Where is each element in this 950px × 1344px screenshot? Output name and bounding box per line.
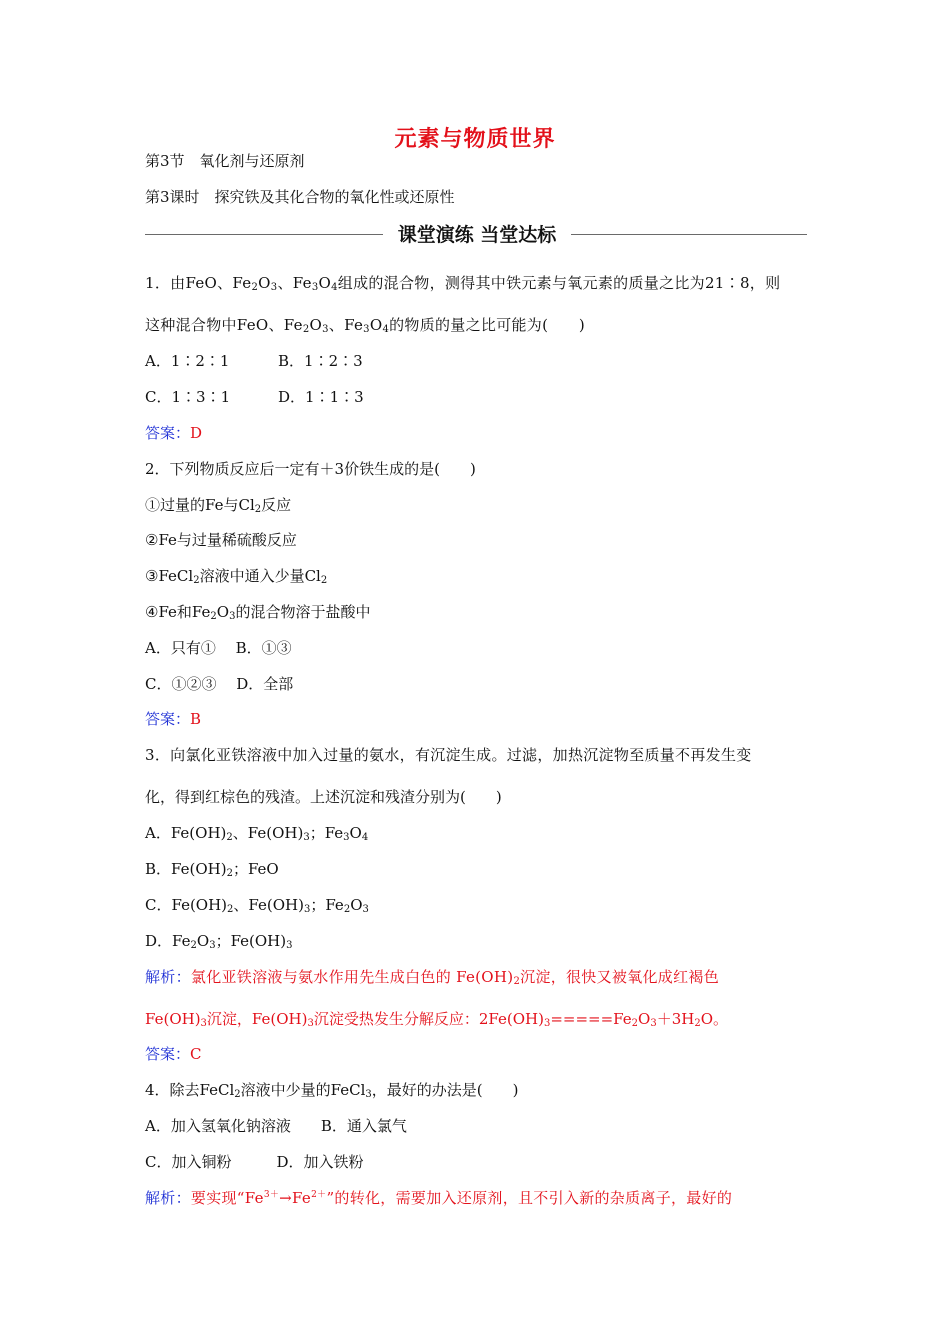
q3-option-b: B．$Fe(OH)_2$；FeO <box>145 860 279 879</box>
lesson-heading: 第3课时 探究铁及其化合物的氧化性或还原性 <box>145 188 455 206</box>
banner-rule-left <box>145 234 383 235</box>
q3-option-c: C．$Fe(OH)_2$、$Fe(OH)_3$；$Fe_2O_3$ <box>145 896 369 915</box>
q1-option-d: D．1∶1∶3 <box>278 388 364 406</box>
q1-option-a: A．1∶2∶1 <box>145 352 230 370</box>
q2-options-ab: A．只有① B．①③ <box>145 639 292 657</box>
q2-answer: 答案：B <box>145 710 202 728</box>
q1-option-b: B．1∶2∶3 <box>278 352 363 370</box>
q3-answer: 答案：C <box>145 1045 202 1063</box>
q3-stem: 3．向氯化亚铁溶液中加入过量的氨水，有沉淀生成。过滤，加热沉淀物至质量不再发生变 <box>145 746 752 764</box>
q1-option-c: C．1∶3∶1 <box>145 388 231 406</box>
q1-stem-line2: 这种混合物中FeO、$Fe_2O_3$、$Fe_3O_4$的物质的量之比可能为( ) <box>145 316 586 335</box>
banner-rule-right <box>571 234 807 235</box>
q4-explanation: 解析：要实现“$Fe^{3+}\to Fe^{2+}$”的转化，需要加入还原剂，且不引入新的杂质离子，最好的 <box>145 1189 733 1207</box>
q2-options-cd: C．①②③ D．全部 <box>145 675 294 693</box>
q4-options-ab: A．加入氢氧化钠溶液 B．通入氯气 <box>145 1117 407 1135</box>
q1-stem: 1．由FeO、$Fe_2O_3$、$Fe_3O_4$组成的混合物，测得其中铁元素与氧元素的质量之比为21∶8，则 <box>145 274 781 293</box>
page-title: 元素与物质世界 <box>394 126 556 152</box>
q3-option-d: D．$Fe_2O_3$；$Fe(OH)_3$ <box>145 932 293 951</box>
q4-stem: 4．除去FeCl$_2$溶液中少量的FeCl$_3$，最好的办法是( ) <box>145 1081 519 1100</box>
q3-option-a: A．$Fe(OH)_2$、$Fe(OH)_3$；$Fe_3O_4$ <box>145 824 369 843</box>
q2-item-2: ②Fe与过量稀硫酸反应 <box>145 531 297 549</box>
section-banner <box>145 221 807 249</box>
section-heading: 第3节 氧化剂与还原剂 <box>145 152 305 170</box>
q2-item-4: ④Fe和$Fe_2O_3$的混合物溶于盐酸中 <box>145 603 371 622</box>
q2-item-3: ③FeCl$_2$溶液中通入少量$Cl_2$ <box>145 567 328 586</box>
q2-stem: 2．下列物质反应后一定有＋3价铁生成的是( ) <box>145 460 476 478</box>
q3-explanation-line1: 解析：氯化亚铁溶液与氨水作用先生成白色的 $Fe(OH)_2$沉淀，很快又被氧化成红褐色 <box>145 968 720 987</box>
q4-options-cd: C．加入铜粉 D．加入铁粉 <box>145 1153 364 1171</box>
q3-stem-line2: 化，得到红棕色的残渣。上述沉淀和残渣分别为( ) <box>145 788 502 806</box>
q2-item-1: ①过量的Fe与$Cl_2$反应 <box>145 496 292 515</box>
q1-answer: 答案：D <box>145 424 203 442</box>
q3-explanation-line2: $Fe(OH)_3$沉淀，$Fe(OH)_3$沉淀受热发生分解反应：$2Fe(OH)_3=====Fe_2O_3+3H_2O$。 <box>145 1010 729 1029</box>
banner-title: 课堂演练 当堂达标 <box>397 224 557 246</box>
